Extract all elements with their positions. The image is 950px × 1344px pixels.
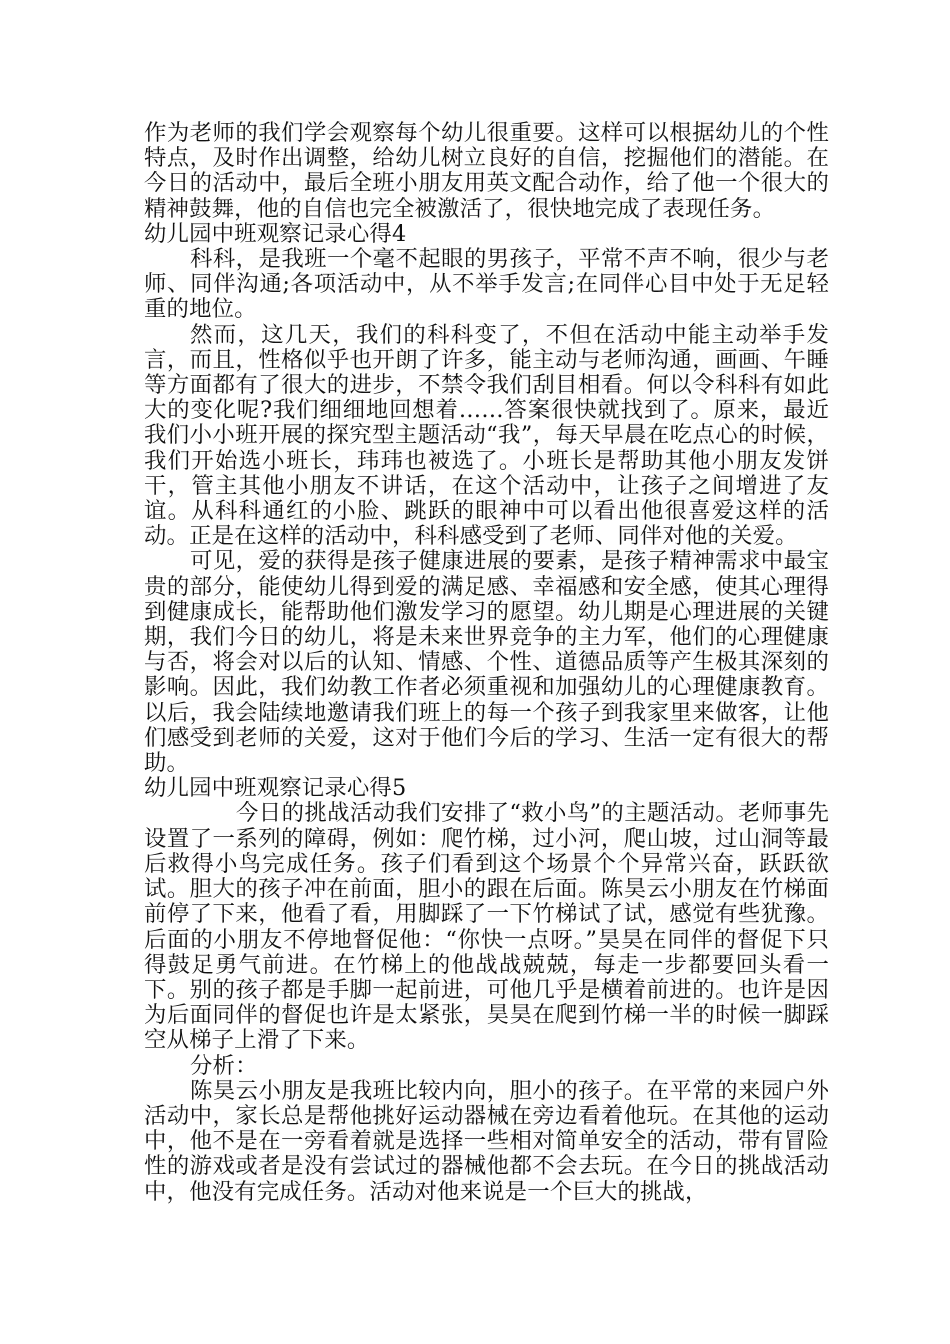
paragraph-keke-change: 然而，这几天，我们的科科变了，不但在活动中能主动举手发言，而且，性格似乎也开朗了许多，能主动与老师沟通，画画、午睡等方面都有了很大的进步，不禁令我们刮目相看。何以令科科有如此大的变化呢?我们细细地回想着……答案很快就找到了。原来，最近我们小小班开展的探究型主题活动“我”，每天早晨在吃点心的时候，我们开始选小班长，玮玮也被选了。小班长是帮助其他小朋友发饼干，管主其他小朋友不讲话，在这个活动中，让孩子之间增进了友谊。从科科通红的小脸、跳跃的眼神中可以看出他很喜爱这样的活动。正是在这样的活动中，科科感受到了老师、同伴对他的关爱。 [144, 321, 829, 550]
paragraph-analysis: 陈昊云小朋友是我班比较内向，胆小的孩子。在平常的来园户外活动中，家长总是帮他挑好运动器械在旁边看着他玩。在其他的运动中，他不是在一旁看着就是选择一些相对简单安全的活动，带有冒险性的游戏或者是没有尝试过的器械他都不会去玩。在今日的挑战活动中，他没有完成任务。活动对他来说是一个巨大的挑战， [144, 1077, 829, 1205]
paragraph-keke-intro: 科科，是我班一个毫不起眼的男孩子，平常不声不响，很少与老师、同伴沟通;各项活动中，从不举手发言;在同伴心目中处于无足轻重的地位。 [144, 246, 829, 323]
section-heading-5: 幼儿园中班观察记录心得5 [144, 775, 407, 802]
analysis-label: 分析： [190, 1052, 258, 1079]
section-heading-4: 幼儿园中班观察记录心得4 [144, 220, 407, 247]
paragraph-rescue-bird: 今日的挑战活动我们安排了“救小鸟”的主题活动。老师事先设置了一系列的障碍，例如：爬竹梯，过小河，爬山坡，过山洞等最后救得小鸟完成任务。孩子们看到这个场景个个异常兴奋，跃跃欲试。胆大的孩子冲在前面，胆小的跟在后面。陈昊云小朋友在竹梯面前停了下来，他看了看，用脚踩了一下竹梯试了试，感觉有些犹豫。后面的小朋友不停地督促他：“你快一点呀。”昊昊在同伴的督促下只得鼓足勇气前进。在竹梯上的他战战兢兢，每走一步都要回头看一下。别的孩子都是手脚一起前进，可他几乎是横着前进的。也许是因为后面同伴的督促也许是太紧张，昊昊在爬到竹梯一半的时候一脚踩空从梯子上滑了下来。 [144, 800, 829, 1054]
paragraph-love-conclusion: 可见，爱的获得是孩子健康进展的要素，是孩子精神需求中最宝贵的部分，能使幼儿得到爱的满足感、幸福感和安全感，使其心理得到健康成长，能帮助他们激发学习的愿望。幼儿期是心理进展的关键期，我们今日的幼儿，将是未来世界竞争的主力军，他们的心理健康与否，将会对以后的认知、情感、个性、道德品质等产生极其深刻的影响。因此，我们幼教工作者必须重视和加强幼儿的心理健康教育。以后，我会陆续地邀请我们班上的每一个孩子到我家里来做客，让他们感受到老师的关爱，这对于他们今后的学习、生活一定有很大的帮助。 [144, 548, 829, 777]
paragraph-intro: 作为老师的我们学会观察每个幼儿很重要。这样可以根据幼儿的个性特点，及时作出调整，给幼儿树立良好的自信，挖掘他们的潜能。在今日的活动中，最后全班小朋友用英文配合动作，给了他一个很大的精神鼓舞，他的自信也完全被激活了，很快地完成了表现任务。 [144, 120, 829, 222]
document-body [144, 121, 829, 1205]
